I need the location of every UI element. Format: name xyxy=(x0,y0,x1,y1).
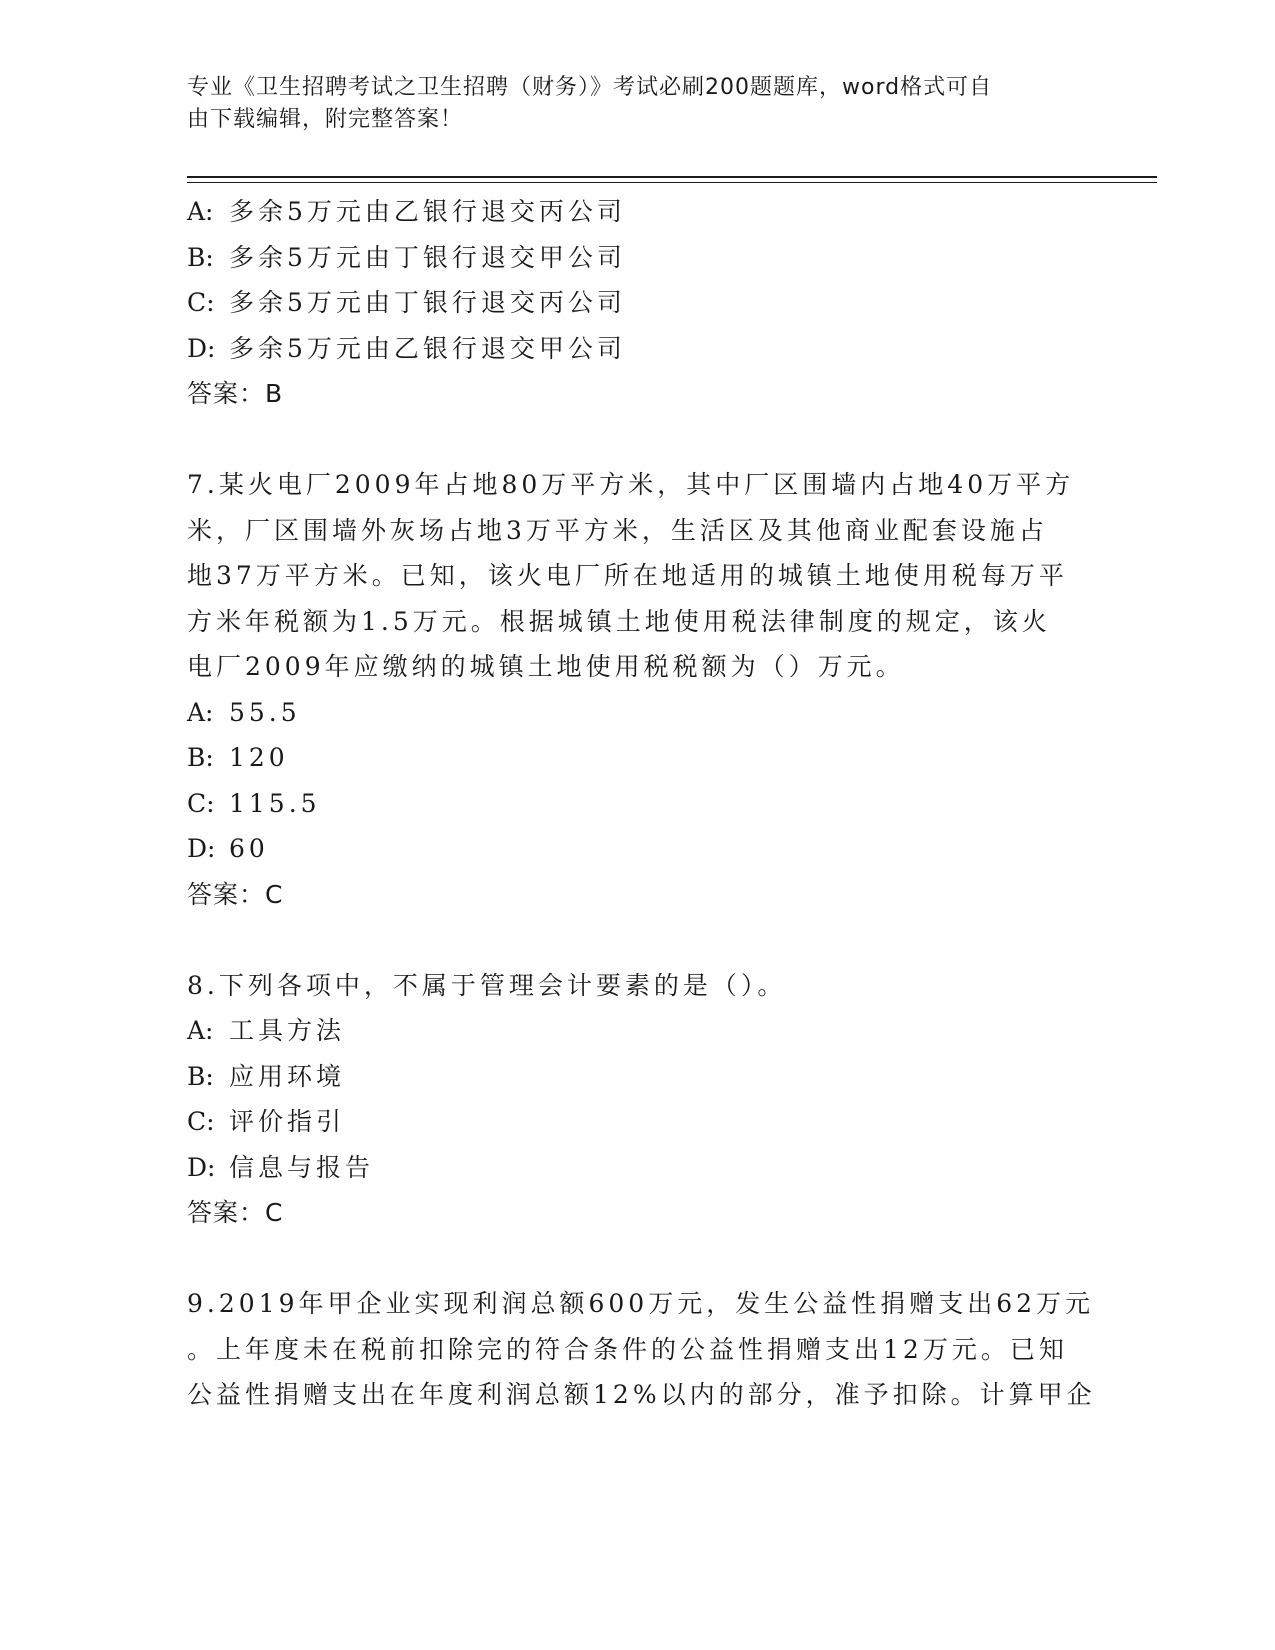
question-text-line: 米，厂区围墙外灰场占地3万平方米，生活区及其他商业配套设施占 xyxy=(187,515,1048,545)
document-header xyxy=(187,72,1087,136)
header-line-2: 由下载编辑，附完整答案！ xyxy=(187,107,464,132)
question-text-line: 电厂2009年应缴纳的城镇土地使用税税额为（）万元。 xyxy=(187,652,905,681)
option-a: A: 55.5 xyxy=(187,697,301,727)
question-text-line: 地37万平方米。已知，该火电厂所在地适用的城镇土地使用税每万平 xyxy=(187,561,1068,590)
header-line-1: 专业《卫生招聘考试之卫生招聘（财务）》考试必刷200题题库，word格式可自 xyxy=(187,75,993,100)
option-b: B: 应用环境 xyxy=(187,1061,346,1091)
answer-line: 答案：C xyxy=(187,1198,284,1227)
option-d: D: 多余5万元由乙银行退交甲公司 xyxy=(187,333,626,363)
question-7 xyxy=(187,462,1087,917)
spacer xyxy=(187,917,1087,963)
header-divider-thick xyxy=(187,176,1157,178)
option-b: B: 120 xyxy=(187,743,289,772)
option-b: B: 多余5万元由丁银行退交甲公司 xyxy=(187,242,626,272)
header-divider-thin xyxy=(187,182,1157,183)
option-a: A: 多余5万元由乙银行退交丙公司 xyxy=(187,197,626,226)
question-text-line: 方米年税额为1.5万元。根据城镇土地使用税法律制度的规定，该火 xyxy=(187,606,1051,636)
question-text-line: 9.2019年甲企业实现利润总额600万元，发生公益性捐赠支出62万元 xyxy=(187,1289,1095,1318)
spacer xyxy=(187,1236,1087,1282)
option-c: C: 评价指引 xyxy=(187,1107,346,1136)
question-text-line: 公益性捐赠支出在年度利润总额12%以内的部分，准予扣除。计算甲企 xyxy=(187,1380,1096,1409)
question-8 xyxy=(187,963,1087,1236)
question-6-options xyxy=(187,189,1087,417)
option-c: C: 多余5万元由丁银行退交丙公司 xyxy=(187,288,626,317)
question-text-line: 8.下列各项中，不属于管理会计要素的是（）。 xyxy=(187,970,787,1000)
question-content xyxy=(187,189,1096,1418)
answer-line: 答案：B xyxy=(187,379,284,408)
question-9 xyxy=(187,1281,1096,1418)
option-d: D: 60 xyxy=(187,834,269,863)
answer-line: 答案：C xyxy=(187,879,284,909)
option-a: A: 工具方法 xyxy=(187,1016,346,1045)
option-d: D: 信息与报告 xyxy=(187,1152,375,1182)
spacer xyxy=(187,417,1087,463)
question-text-line: 7.某火电厂2009年占地80万平方米，其中厂区围墙内占地40万平方 xyxy=(187,470,1075,499)
question-text-line: 。上年度未在税前扣除完的符合条件的公益性捐赠支出12万元。已知 xyxy=(187,1334,1068,1364)
option-c: C: 115.5 xyxy=(187,788,321,818)
